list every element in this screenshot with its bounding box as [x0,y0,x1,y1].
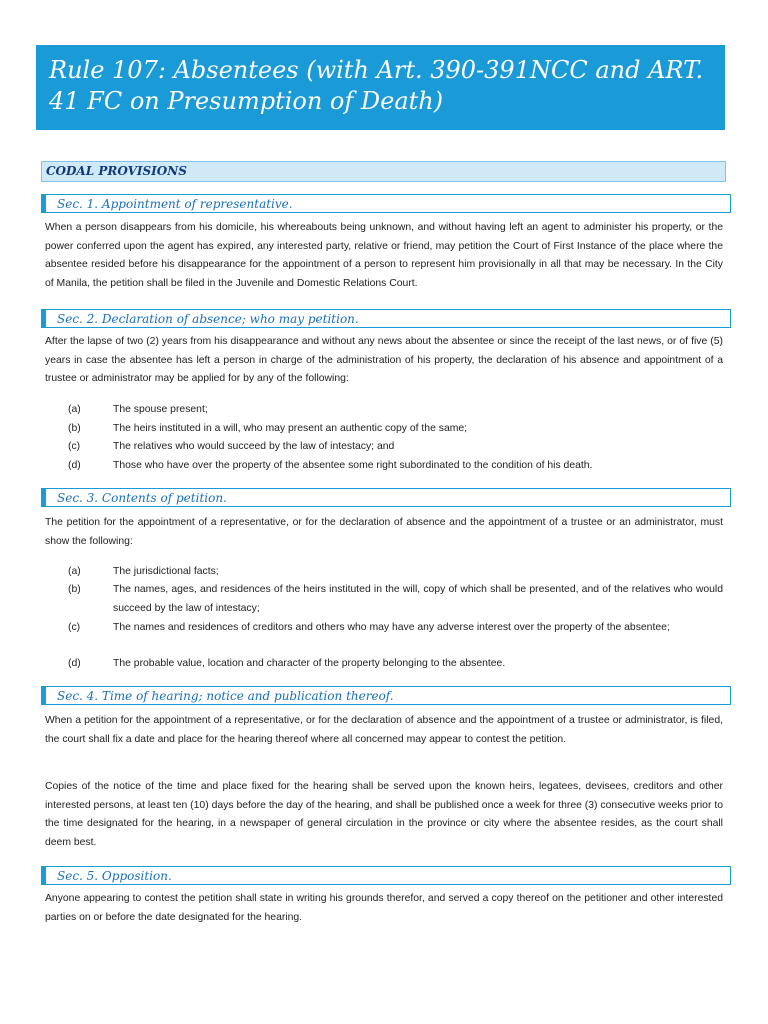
list-letter: (c) [68,622,81,633]
section-heading-text: Sec. 1. Appointment of representative. [57,197,293,211]
list-text: The names and residences of creditors and others who may have any adverse interest over the property of the absentee; [113,622,670,633]
section-heading-text: Sec. 4. Time of hearing; notice and publication thereof. [57,689,394,703]
section-heading-text: Sec. 2. Declaration of absence; who may petition. [57,312,359,326]
section-2-heading [41,309,731,328]
section-heading-text: Sec. 3. Contents of petition. [57,491,227,505]
list-text: The relatives who would succeed by the law of intestacy; and [113,441,395,452]
list-text: The jurisdictional facts; [113,566,219,577]
list-letter: (b) [68,423,81,434]
page-title: Rule 107: Absentees (with Art. 390-391NCC and ART. 41 FC on Presumption of Death) [49,56,704,115]
section-5-heading [41,866,731,885]
section-1-paragraph: When a person disappears from his domicile, his whereabouts being unknown, and without having left an agent to administer his property, or the power conferred upon the agent has expired, any interested party, relative or friend, may petition the Court of First Instance of the place where the absentee resided before his disappearance for the appointment of a person to represent him provisionally in all that may be necessary. In the City of Manila, the petition shall be filed in the Juvenile and Domestic Relations Court. [45,222,723,289]
title-banner [36,45,725,130]
section-1-heading [41,194,731,213]
list-text: The spouse present; [113,404,208,415]
codal-provisions-header [41,161,726,182]
list-letter: (c) [68,441,81,452]
list-letter: (a) [68,566,81,577]
list-letter: (d) [68,460,81,471]
section-3-paragraph: The petition for the appointment of a representative, or for the declaration of absence and the appointment of a trustee or an administrator, must show the following: [45,517,723,547]
section-5-paragraph: Anyone appearing to contest the petition shall state in writing his grounds therefor, and served a copy thereof on the petitioner and other interested parties on or before the date designated for the hearing. [45,893,723,923]
section-4-heading [41,686,731,705]
section-3-heading [41,488,731,507]
list-text: Those who have over the property of the absentee some right subordinated to the condition of his death. [113,460,593,471]
list-letter: (b) [68,584,81,595]
section-4-paragraph-1: When a petition for the appointment of a representative, or for the declaration of absence and the appointment of a trustee or administrator, is filed, the court shall fix a date and place for the hearing thereof where all concerned may appear to contest the petition. [45,715,723,745]
list-letter: (d) [68,658,81,669]
list-letter: (a) [68,404,81,415]
codal-provisions-label: CODAL PROVISIONS [46,164,187,178]
list-text: The names, ages, and residences of the heirs instituted in the will, copy of which shall be presented, and of the relatives who would succeed by the law of intestacy; [113,584,723,614]
section-4-paragraph-2: Copies of the notice of the time and place fixed for the hearing shall be served upon the known heirs, legatees, devisees, creditors and other interested persons, at least ten (10) days before the day of the hearing, and shall be published once a week for three (3) consecutive weeks prior to the time designated for the hearing, in a newspaper of general circulation in the province or city where the absentee resides, as the court shall deem best. [45,781,723,848]
list-text: The probable value, location and character of the property belonging to the absentee. [113,658,506,669]
section-2-paragraph: After the lapse of two (2) years from his disappearance and without any news about the absentee or since the receipt of the last news, or of five (5) years in case the absentee has left a person in charge of the administration of his property, the declaration of his absence and appointment of a trustee or administrator may be applied for by any of the following: [45,336,723,384]
list-text: The heirs instituted in a will, who may present an authentic copy of the same; [113,423,468,434]
section-heading-text: Sec. 5. Opposition. [57,869,172,883]
